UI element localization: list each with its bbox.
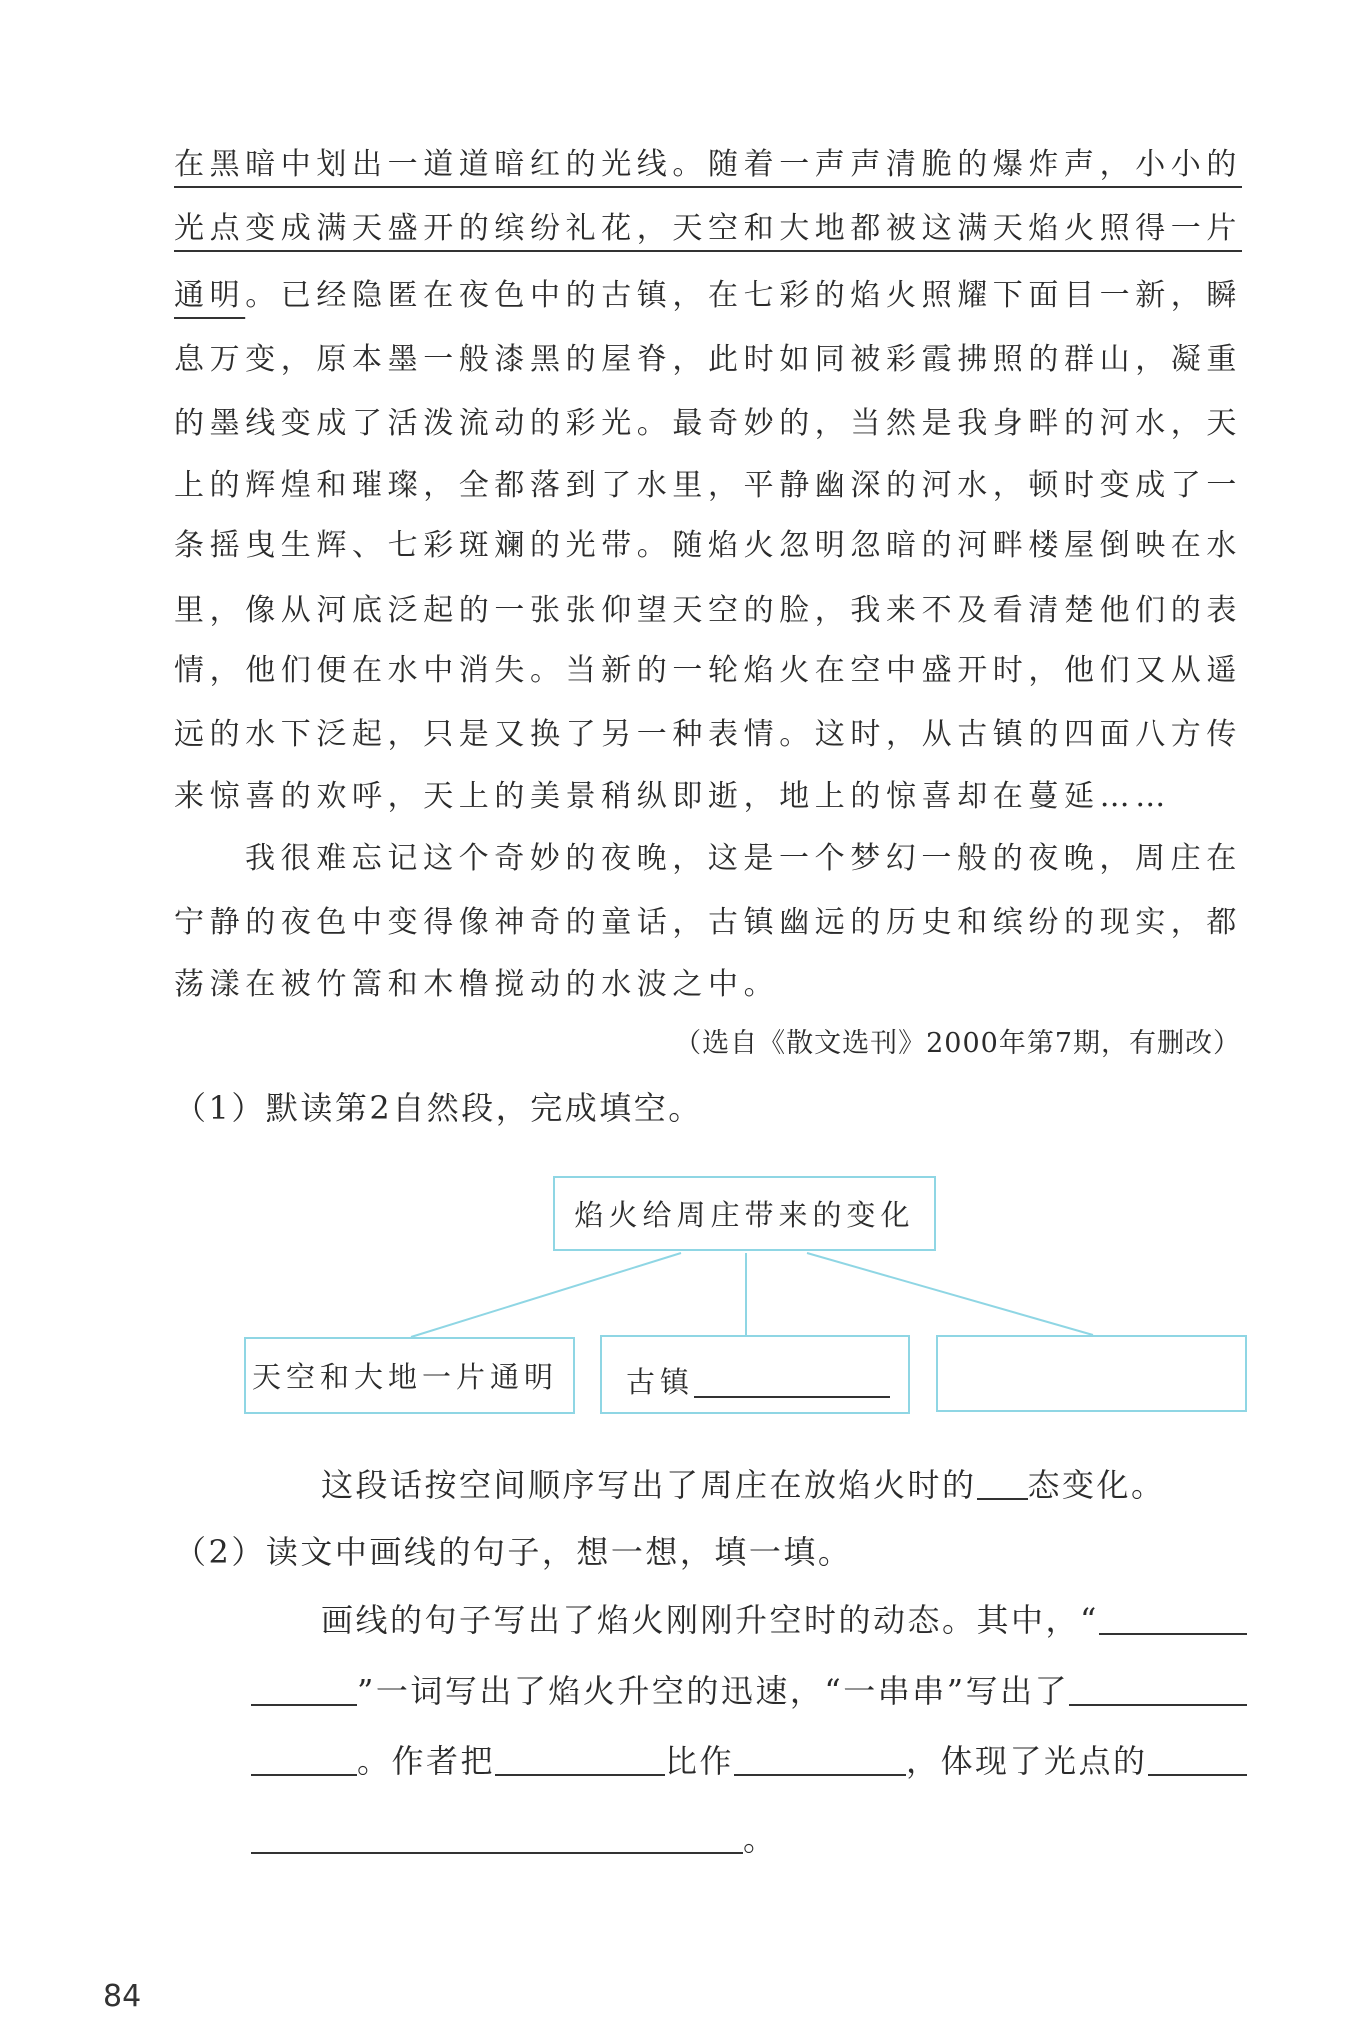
connector-right	[807, 1253, 1093, 1335]
sentence-text: 态变化。	[1027, 1466, 1166, 1504]
question-2-line-1	[321, 1595, 1247, 1645]
passage-line-13: 宁静的夜色中变得像神奇的童话，古镇幽远的历史和缤纷的现实，都	[174, 905, 1242, 940]
passage-line-14: 荡漾在被竹篙和木橹搅动的水波之中。	[174, 967, 780, 1002]
sentence-text: 。	[743, 1820, 778, 1858]
passage-line-6: 上的辉煌和璀璨，全都落到了水里，平静幽深的河水，顿时变成了一	[174, 468, 1242, 503]
fill-in-blank	[251, 1851, 743, 1854]
underlined-sentence: 通明	[174, 278, 246, 313]
passage-line-12: 我很难忘记这个奇妙的夜晚，这是一个梦幻一般的夜晚，周庄在	[245, 841, 1242, 876]
question-1-sentence	[321, 1460, 1166, 1510]
fill-in-blank	[1099, 1632, 1247, 1635]
sentence-text: ”一词写出了焰火升空的迅速，“一串串”写出了	[357, 1672, 1070, 1710]
passage-line-5: 的墨线变成了活泼流动的彩光。最奇妙的，当然是我身畔的河水，天	[174, 406, 1242, 441]
underlined-sentence: 光点变成满天盛开的缤纷礼花，天空和大地都被这满天焰火照得一片	[174, 211, 1242, 246]
passage-line-4: 息万变，原本墨一般漆黑的屋脊，此时如同被彩霞拂照的群山，凝重	[174, 342, 1242, 377]
diagram-branch-box-2	[600, 1335, 910, 1414]
diagram-root-box	[553, 1176, 936, 1251]
question-2-text: （2）读文中画线的句子，想一想，填一填。	[174, 1533, 853, 1571]
question-2-line-4	[251, 1814, 778, 1864]
page-number: 84	[103, 1979, 142, 2014]
sentence-text: 这段话按空间顺序写出了周庄在放焰火时的	[321, 1466, 977, 1504]
passage-text: 。已经隐匿在夜色中的古镇，在七彩的焰火照耀下面目一新，瞬	[245, 278, 1243, 313]
source-citation: （选自《散文选刊》2000年第7期，有删改）	[674, 1028, 1241, 1059]
fill-in-blank	[694, 1395, 890, 1398]
fill-in-blank	[251, 1773, 357, 1776]
diagram-branch-label-1: 天空和大地一片通明	[252, 1360, 559, 1394]
underlined-sentence: 在黑暗中划出一道道暗红的光线。随着一声声清脆的爆炸声，小小的	[174, 147, 1242, 182]
passage-line-11: 来惊喜的欢呼，天上的美景稍纵即逝，地上的惊喜却在蔓延……	[174, 779, 1171, 814]
passage-line-10: 远的水下泛起，只是又换了另一种表情。这时，从古镇的四面八方传	[174, 717, 1242, 752]
sentence-text: 。作者把	[357, 1742, 496, 1780]
question-1-label	[174, 1083, 703, 1133]
passage-line-8: 里，像从河底泛起的一张张仰望天空的脸，我来不及看清楚他们的表	[174, 593, 1242, 628]
fill-in-blank	[1148, 1773, 1247, 1776]
passage-line-2	[174, 204, 1242, 254]
passage-line-1	[174, 140, 1242, 190]
question-2-label	[174, 1527, 852, 1577]
fill-in-blank	[977, 1497, 1028, 1500]
fill-in-blank	[1069, 1703, 1247, 1706]
diagram-branch-box-1	[244, 1337, 575, 1414]
fill-in-blank	[495, 1773, 665, 1776]
passage-line-7: 条摇曳生辉、七彩斑斓的光带。随焰火忽明忽暗的河畔楼屋倒映在水	[174, 528, 1242, 563]
passage-line-3	[174, 271, 1242, 321]
diagram-root-label: 焰火给周庄带来的变化	[574, 1198, 915, 1232]
connector-left	[411, 1253, 681, 1337]
question-1-text: （1）默读第2自然段，完成填空。	[174, 1089, 703, 1127]
passage-line-9: 情，他们便在水中消失。当新的一轮焰火在空中盛开时，他们又从遥	[174, 653, 1242, 688]
question-2-line-3	[251, 1736, 1247, 1786]
sentence-text: 比作	[665, 1742, 735, 1780]
sentence-text: 画线的句子写出了焰火刚刚升空时的动态。其中，“	[321, 1601, 1099, 1639]
diagram-branch-box-3	[936, 1335, 1247, 1412]
fill-in-blank	[251, 1703, 357, 1706]
sentence-text: ，体现了光点的	[906, 1742, 1148, 1780]
fill-in-blank	[734, 1773, 906, 1776]
diagram-branch-label-2: 古镇	[626, 1365, 695, 1399]
question-2-line-2	[251, 1666, 1247, 1716]
